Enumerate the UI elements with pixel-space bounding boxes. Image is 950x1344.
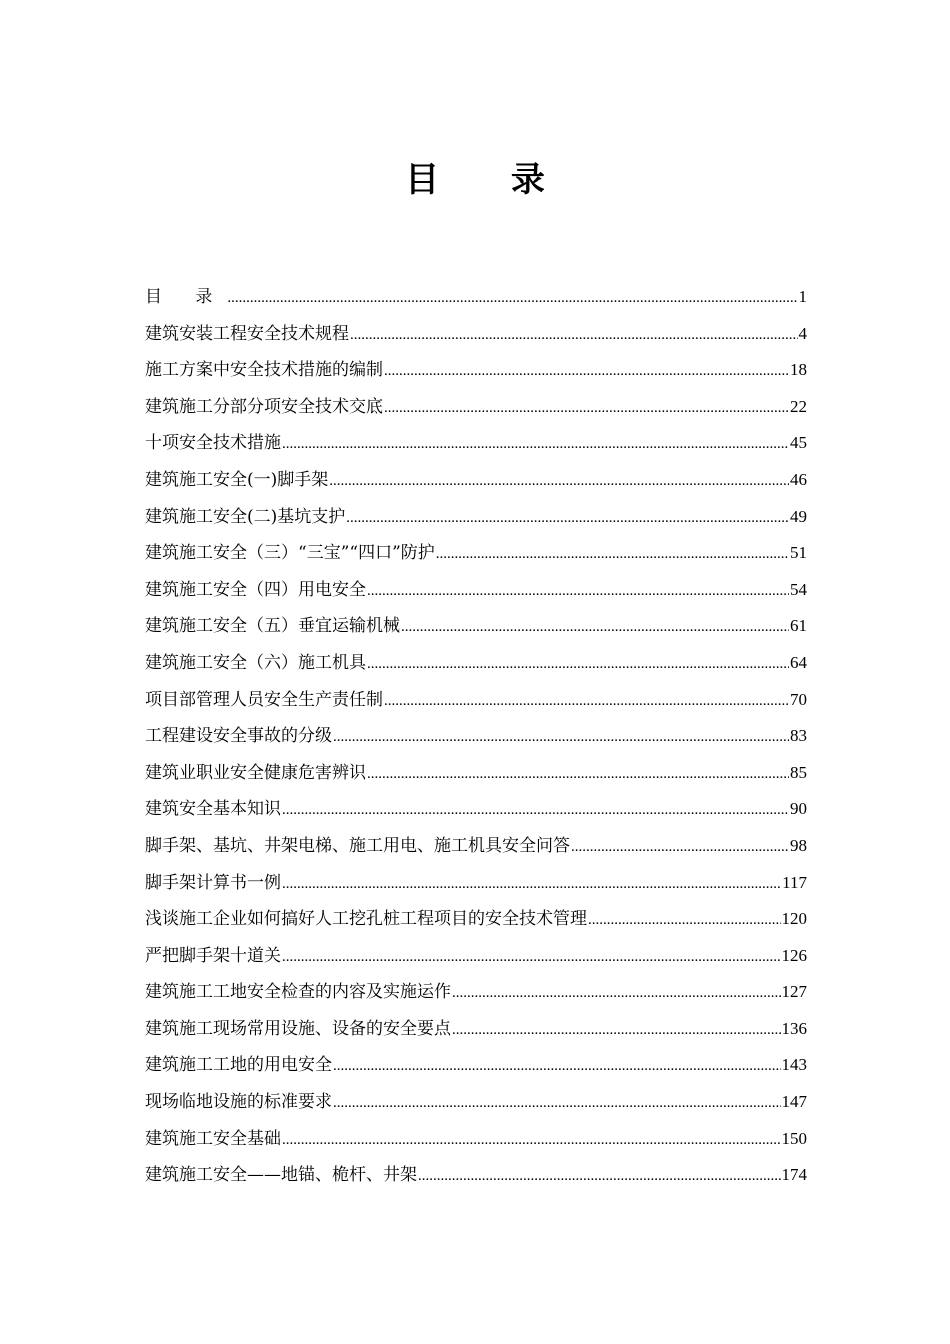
toc-entry-title: 工程建设安全事故的分级 xyxy=(145,726,332,747)
toc-page-number: 22 xyxy=(790,396,807,416)
toc-entry[interactable] xyxy=(145,578,807,615)
toc-entry[interactable] xyxy=(145,980,807,1017)
toc-page-number: 18 xyxy=(790,360,807,380)
toc-page-number: 85 xyxy=(790,762,807,782)
toc-entry-title: 施工方案中安全技术措施的编制 xyxy=(145,360,383,381)
toc-page-number: 46 xyxy=(790,469,807,489)
toc-entry[interactable] xyxy=(145,358,807,395)
toc-entry[interactable] xyxy=(145,468,807,505)
toc-entry-title: 建筑施工安全（四）用电安全 xyxy=(145,579,366,600)
toc-page-number: 143 xyxy=(781,1055,807,1075)
toc-entry[interactable] xyxy=(145,505,807,542)
toc-page-number: 54 xyxy=(790,579,807,599)
toc-entry[interactable] xyxy=(145,651,807,688)
toc-dot-leader xyxy=(452,981,781,1005)
toc-dot-leader xyxy=(282,798,789,822)
toc-dot-leader xyxy=(588,908,781,932)
toc-dot-leader xyxy=(282,872,781,896)
toc-entry-title: 建筑施工安全(一)脚手架 xyxy=(145,469,329,490)
toc-dot-leader xyxy=(384,689,789,713)
toc-page-number: 4 xyxy=(798,323,807,343)
toc-entry[interactable] xyxy=(145,834,807,871)
toc-entry[interactable] xyxy=(145,285,807,322)
toc-dot-leader xyxy=(282,945,781,969)
toc-dot-leader xyxy=(436,542,789,566)
toc-entry[interactable] xyxy=(145,1127,807,1164)
toc-entry[interactable] xyxy=(145,1053,807,1090)
toc-entry-title: 建筑安装工程安全技术规程 xyxy=(145,323,349,344)
toc-entry[interactable] xyxy=(145,944,807,981)
toc-entry-title: 建筑施工安全（五）垂宜运输机械 xyxy=(145,616,400,637)
toc-dot-leader xyxy=(384,396,789,420)
toc-entry-title: 建筑业职业安全健康危害辨识 xyxy=(145,762,366,783)
toc-dot-leader xyxy=(401,615,789,639)
toc-entry[interactable] xyxy=(145,1163,807,1200)
toc-dot-leader xyxy=(452,1018,781,1042)
toc-dot-leader xyxy=(571,835,789,859)
toc-entry-title: 建筑施工安全基础 xyxy=(145,1128,281,1149)
toc-dot-leader xyxy=(329,469,789,493)
toc-entry-title: 建筑施工工地安全检查的内容及实施运作 xyxy=(145,982,451,1003)
toc-dot-leader xyxy=(333,1091,781,1115)
toc-dot-leader xyxy=(346,506,789,530)
toc-entry-title: 建筑施工安全——地锚、桅杆、井架 xyxy=(145,1165,417,1186)
toc-page-number: 45 xyxy=(790,433,807,453)
toc-entry-title: 脚手架计算书一例 xyxy=(145,872,281,893)
toc-entry-title: 建筑施工分部分项安全技术交底 xyxy=(145,396,383,417)
toc-page-number: 98 xyxy=(790,835,807,855)
toc-entry-title: 严把脚手架十道关 xyxy=(145,945,281,966)
toc-dot-leader xyxy=(333,725,789,749)
toc-dot-leader xyxy=(333,1054,781,1078)
toc-page-number: 61 xyxy=(790,616,807,636)
toc-entry-title: 建筑施工安全（六）施工机具 xyxy=(145,652,366,673)
toc-entry-title: 项目部管理人员安全生产责任制 xyxy=(145,689,383,710)
toc-page-number: 51 xyxy=(790,543,807,563)
toc-dot-leader xyxy=(282,1128,781,1152)
toc-entry[interactable] xyxy=(145,724,807,761)
toc-entry[interactable] xyxy=(145,871,807,908)
toc-entry-title: 十项安全技术措施 xyxy=(145,433,281,454)
toc-dot-leader xyxy=(367,579,789,603)
toc-entry[interactable] xyxy=(145,322,807,359)
toc-entry[interactable] xyxy=(145,614,807,651)
toc-entry[interactable] xyxy=(145,1090,807,1127)
toc-entry-title: 建筑施工现场常用设施、设备的安全要点 xyxy=(145,1018,451,1039)
toc-page-number: 64 xyxy=(790,652,807,672)
toc-page-number: 150 xyxy=(781,1128,807,1148)
toc-entry[interactable] xyxy=(145,797,807,834)
toc-page-number: 126 xyxy=(781,945,807,965)
toc-page-number: 147 xyxy=(781,1092,807,1112)
toc-entry[interactable] xyxy=(145,1017,807,1054)
toc-entry-title: 脚手架、基坑、井架电梯、施工用电、施工机具安全问答 xyxy=(145,835,570,856)
toc-entry[interactable] xyxy=(145,761,807,798)
toc-entry[interactable] xyxy=(145,688,807,725)
toc-page-number: 174 xyxy=(781,1165,807,1185)
toc-page-number: 127 xyxy=(781,982,807,1002)
toc-dot-leader xyxy=(418,1164,781,1188)
toc-entry-title: 目 录 xyxy=(145,287,227,307)
toc-entry[interactable] xyxy=(145,431,807,468)
toc-entry[interactable] xyxy=(145,907,807,944)
toc-dot-leader xyxy=(384,359,789,383)
toc-dot-leader xyxy=(367,652,789,676)
toc-dot-leader xyxy=(350,323,798,347)
toc-entry-title: 现场临地设施的标准要求 xyxy=(145,1092,332,1113)
toc-page-number: 136 xyxy=(781,1018,807,1038)
toc-page-number: 1 xyxy=(798,287,807,306)
toc-entry[interactable] xyxy=(145,395,807,432)
toc-page-number: 117 xyxy=(782,872,807,892)
toc-dot-leader xyxy=(282,432,789,456)
toc-page-number: 120 xyxy=(781,909,807,929)
table-of-contents xyxy=(145,285,807,1200)
toc-page-number: 70 xyxy=(790,689,807,709)
toc-page-number: 83 xyxy=(790,726,807,746)
toc-entry-title: 建筑施工安全（三）“三宝”“四口”防护 xyxy=(145,543,435,564)
toc-entry-title: 建筑施工安全(二)基坑支护 xyxy=(145,506,346,527)
toc-entry-title: 浅谈施工企业如何搞好人工挖孔桩工程项目的安全技术管理 xyxy=(145,909,587,930)
toc-dot-leader xyxy=(367,762,789,786)
page-title: 目 录 xyxy=(405,160,575,200)
toc-entry-title: 建筑施工工地的用电安全 xyxy=(145,1055,332,1076)
toc-page-number: 90 xyxy=(790,799,807,819)
toc-entry[interactable] xyxy=(145,541,807,578)
toc-dot-leader xyxy=(227,286,797,310)
toc-entry-title: 建筑安全基本知识 xyxy=(145,799,281,820)
toc-page-number: 49 xyxy=(790,506,807,526)
